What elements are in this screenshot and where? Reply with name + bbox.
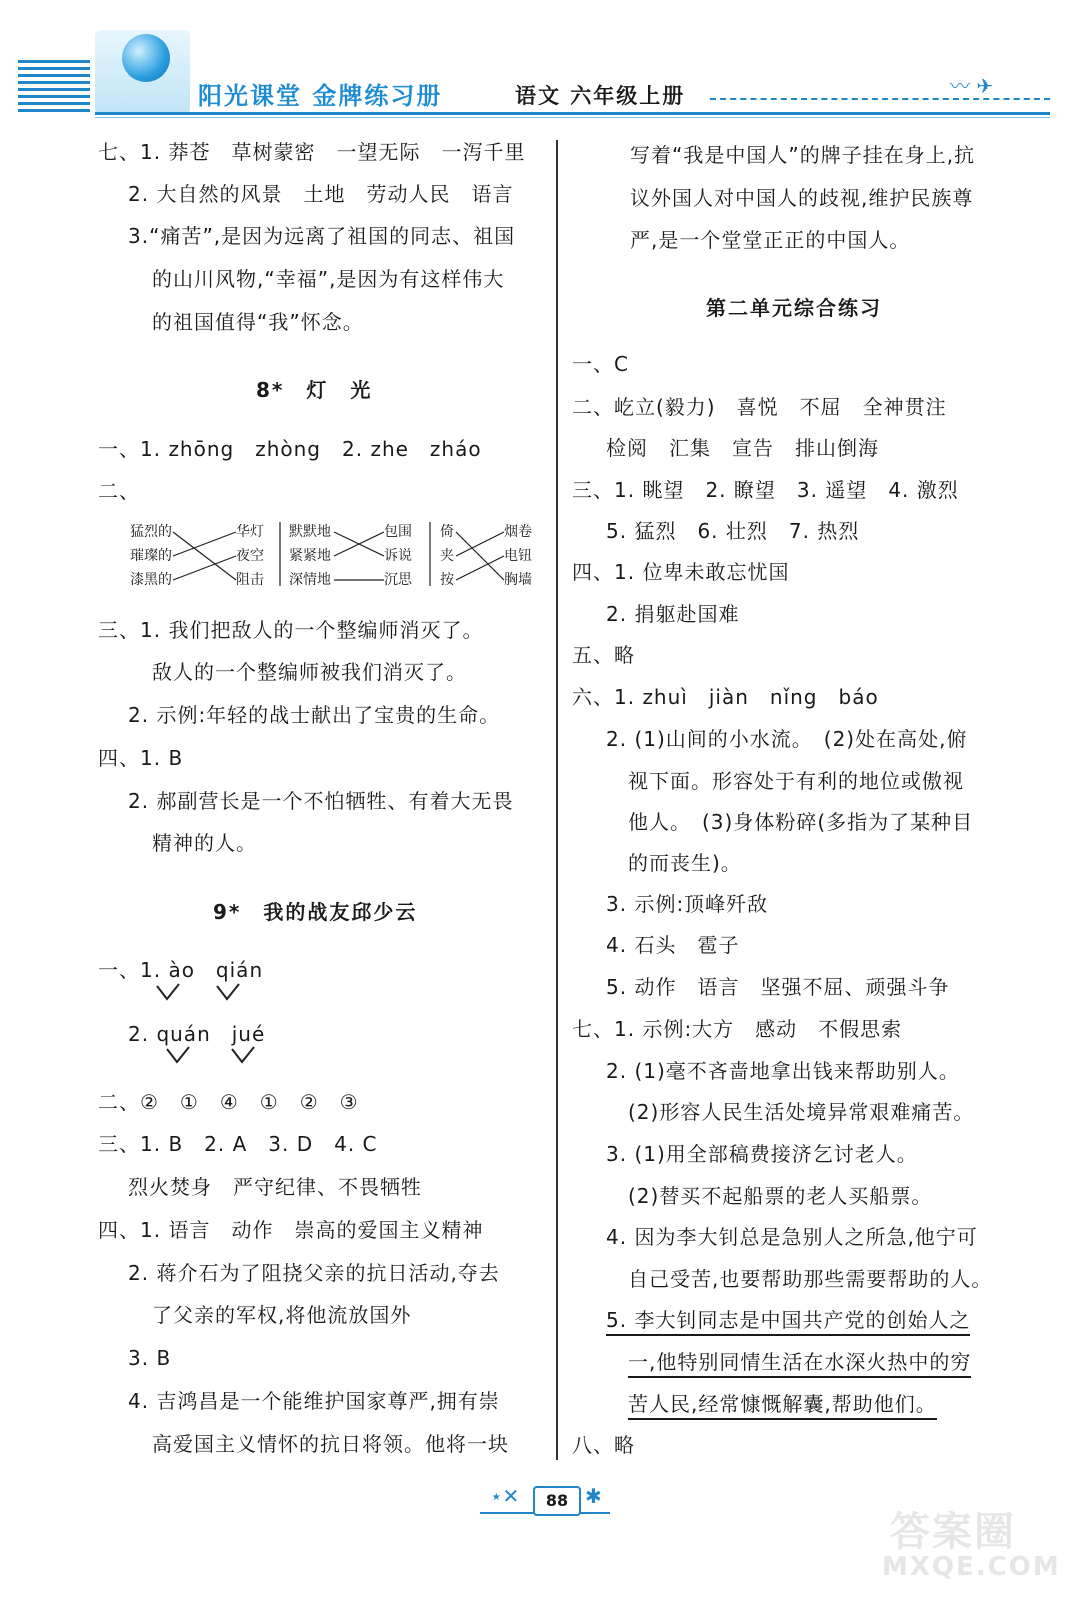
section-title-8: 8* 灯 光 (256, 378, 373, 402)
match-item: 沉思 (384, 572, 412, 588)
answer-line: (2)形容人民生活处境异常艰难痛苦。 (628, 1100, 975, 1124)
answer-line: 4. 石头 雹子 (606, 933, 740, 957)
answer-line: 3. B (128, 1346, 172, 1370)
answer-line: 2. 示例:年轻的战士献出了宝贵的生命。 (128, 703, 501, 727)
answer-line: (2)替买不起船票的老人买船票。 (628, 1184, 933, 1208)
page-number: 88 (533, 1486, 581, 1516)
answer-line: 他人。 (3)身体粉碎(多指为了某种目 (628, 810, 974, 834)
match-line (456, 532, 504, 556)
match-item: 倚 (440, 524, 454, 540)
answer-line: 三、1. B 2. A 3. D 4. C (98, 1132, 378, 1156)
answer-line: 2. quán jué (128, 1022, 266, 1046)
answer-line: 四、1. 位卑未敢忘忧国 (572, 560, 790, 584)
match-item: 璀璨的 (130, 548, 172, 564)
answer-line: 4. 吉鸿昌是一个能维护国家尊严,拥有崇 (128, 1389, 500, 1413)
check-mark-icon (230, 1045, 256, 1065)
match-line (456, 532, 504, 580)
match-item: 阻击 (236, 572, 264, 588)
birds-icon: 〰 ✈ (950, 74, 994, 98)
match-line (173, 532, 236, 556)
answer-line: 二、屹立(毅力) 喜悦 不屈 全神贯注 (572, 395, 947, 419)
answer-line: 的祖国值得“我”怀念。 (152, 310, 364, 334)
answer-line: 的山川风物,“幸福”,是因为有这样伟大 (152, 267, 505, 291)
answer-line: 3. 示例:顶峰歼敌 (606, 892, 769, 916)
answer-line: 敌人的一个整编师被我们消灭了。 (152, 660, 467, 684)
check-mark-icon (165, 1045, 191, 1065)
answer-line: 四、1. 语言 动作 崇高的爱国主义精神 (98, 1218, 484, 1242)
match-line (456, 556, 504, 580)
match-item: 夜空 (236, 548, 264, 564)
answer-line: 四、1. B (98, 746, 184, 770)
answer-line: 烈火焚身 严守纪律、不畏牺牲 (128, 1175, 422, 1199)
match-line (173, 532, 236, 580)
answer-line: 高爱国主义情怀的抗日将领。他将一块 (152, 1432, 509, 1456)
match-item: 猛烈的 (130, 524, 172, 540)
answer-line: 视下面。形容处于有利的地位或傲视 (628, 769, 964, 793)
match-item: 电钮 (504, 548, 532, 564)
watermark-logo: 答案圈 (890, 1509, 1016, 1555)
answer-line: 一、1. ào qián (98, 958, 264, 982)
answer-line: 自己受苦,也要帮助那些需要帮助的人。 (628, 1267, 993, 1291)
answer-line: 二、② ① ④ ① ② ③ (98, 1090, 359, 1114)
check-mark-icon (155, 982, 181, 1002)
answer-line: 的而丧生)。 (628, 851, 742, 875)
answer-line: 5. 猛烈 6. 壮烈 7. 热烈 (606, 519, 860, 543)
answer-line: 七、1. 莽苍 草树蒙密 一望无际 一泻千里 (98, 140, 526, 164)
match-item: 诉说 (384, 548, 412, 564)
subject-grade: 语文 六年级上册 (515, 84, 686, 108)
answer-line: 3. (1)用全部稿费接济乞讨老人。 (606, 1142, 918, 1166)
answer-line: 议外国人对中国人的歧视,维护民族尊 (630, 186, 974, 210)
match-item: 漆黑的 (130, 572, 172, 588)
footer-deco-icon: ⋆✕ (490, 1484, 520, 1508)
match-item: 包围 (384, 524, 412, 540)
answer-line: 二、 (98, 479, 140, 503)
watermark-url: MXQE.COM (882, 1552, 1061, 1582)
answer-line: 2. 郝副营长是一个不怕牺牲、有着大无畏 (128, 789, 514, 813)
matching-lines (0, 0, 1090, 600)
answer-line: 4. 因为李大钊总是急别人之所急,他宁可 (606, 1225, 978, 1249)
unit-2-title: 第二单元综合练习 (706, 296, 882, 320)
book-title: 阳光课堂 金牌练习册 (198, 82, 443, 110)
match-item: 烟卷 (504, 524, 532, 540)
answer-line: 了父亲的军权,将他流放国外 (152, 1303, 412, 1327)
answer-line: 三、1. 我们把敌人的一个整编师消灭了。 (98, 618, 484, 642)
answer-line: 2. 捐躯赴国难 (606, 602, 740, 626)
answer-line: 写着“我是中国人”的牌子挂在身上,抗 (630, 143, 976, 167)
answer-line: 五、略 (572, 643, 635, 667)
answer-line: 三、1. 眺望 2. 瞭望 3. 遥望 4. 激烈 (572, 478, 959, 502)
match-item: 胸墙 (504, 572, 532, 588)
section-title-9: 9* 我的战友邱少云 (213, 900, 418, 924)
answer-line: 3.“痛苦”,是因为远离了祖国的同志、祖国 (128, 224, 516, 248)
answer-line: 六、1. zhuì jiàn nǐng báo (572, 685, 879, 709)
match-line (173, 556, 236, 580)
answer-line: 一、C (572, 352, 629, 376)
underlined-answer-line: 苦人民,经常慷慨解囊,帮助他们。 (628, 1392, 937, 1420)
footer-windmill-icon: ✱ (585, 1484, 602, 1508)
answer-line: 5. 动作 语言 坚强不屈、顽强斗争 (606, 975, 950, 999)
underlined-answer-line: 一,他特别同情生活在水深火热中的穷 (628, 1350, 971, 1378)
match-item: 紧紧地 (289, 548, 331, 564)
match-item: 默默地 (289, 524, 331, 540)
answer-line: 检阅 汇集 宣告 排山倒海 (606, 436, 879, 460)
answer-line: 2. (1)毫不吝啬地拿出钱来帮助别人。 (606, 1059, 960, 1083)
answer-line: 严,是一个堂堂正正的中国人。 (630, 228, 911, 252)
underlined-answer-line: 5. 李大钊同志是中国共产党的创始人之 (606, 1308, 970, 1336)
match-item: 深情地 (289, 572, 331, 588)
check-mark-icon (215, 982, 241, 1002)
answer-line: 七、1. 示例:大方 感动 不假思索 (572, 1017, 903, 1041)
answer-line: 2. (1)山间的小水流。 (2)处在高处,俯 (606, 727, 968, 751)
answer-line: 2. 蒋介石为了阻挠父亲的抗日活动,夺去 (128, 1261, 500, 1285)
answer-line: 八、略 (572, 1433, 635, 1457)
answer-line: 精神的人。 (152, 831, 257, 855)
answer-line: 一、1. zhōng zhòng 2. zhe zháo (98, 437, 482, 461)
match-item: 华灯 (236, 524, 264, 540)
match-item: 按 (440, 572, 454, 588)
answer-line: 2. 大自然的风景 土地 劳动人民 语言 (128, 182, 514, 206)
match-item: 夹 (440, 548, 454, 564)
